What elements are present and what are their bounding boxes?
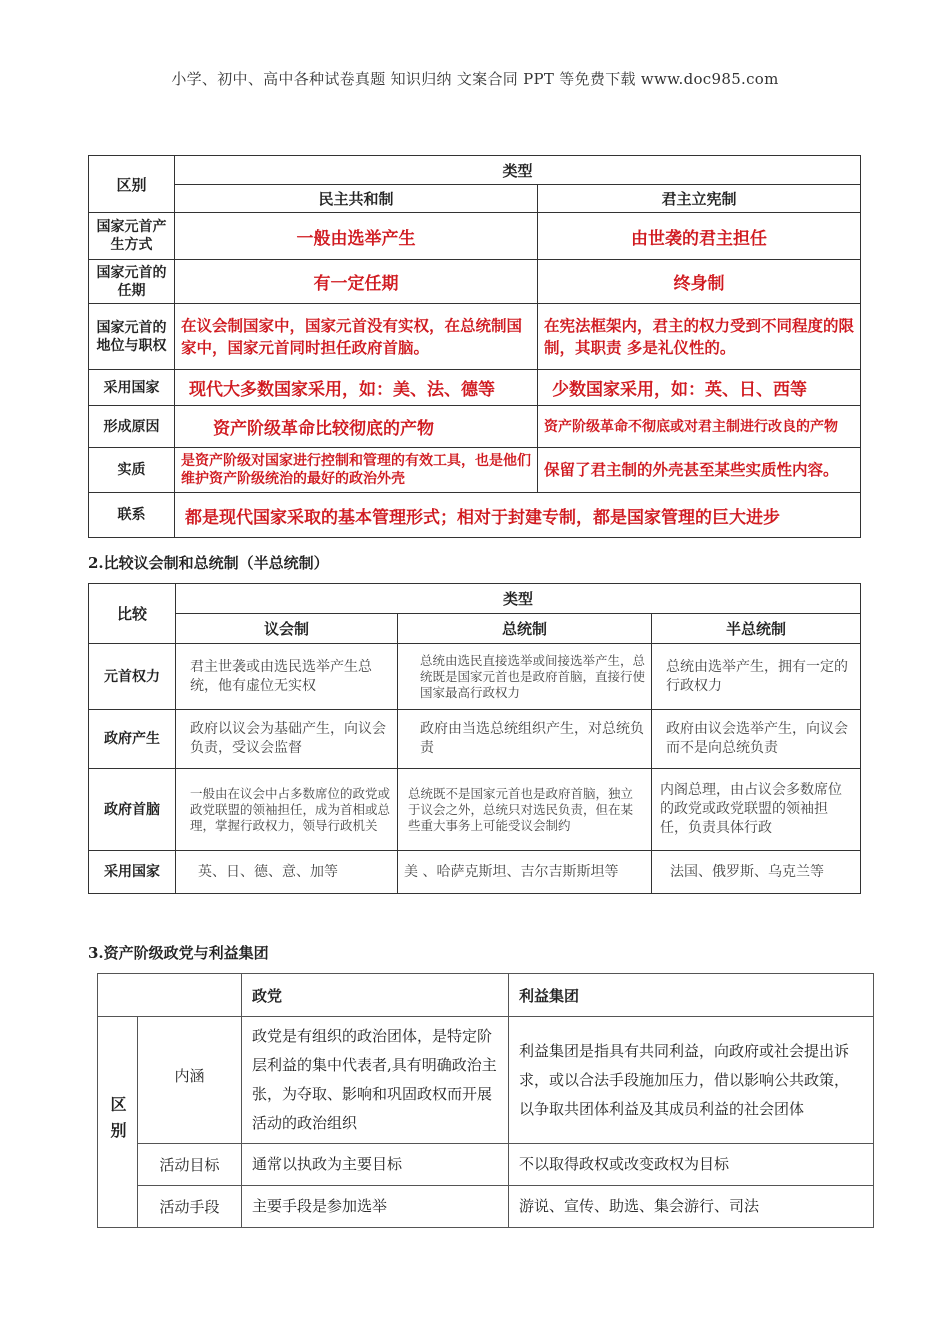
cell-monarchy: 保留了君主制的外壳甚至某些实质性内容。 xyxy=(538,448,861,493)
comparison-table-party-interest-group xyxy=(97,973,874,1228)
group-label: 区别 xyxy=(98,1017,138,1228)
row-label: 实质 xyxy=(89,448,175,493)
header-monarchy: 君主立宪制 xyxy=(538,185,861,213)
row-label: 活动手段 xyxy=(138,1186,242,1228)
cell-semi-presidential: 总统由选举产生，拥有一定的行政权力 xyxy=(652,644,861,710)
row-label: 国家元首产生方式 xyxy=(89,213,175,260)
cell-parliamentary: 一般由在议会中占多数席位的政党或政党联盟的领袖担任，成为首相或总理，掌握行政权力，领导行政机关 xyxy=(176,769,398,851)
cell-parliamentary: 政府以议会为基础产生，向议会负责，受议会监督 xyxy=(176,710,398,769)
cell-merged: 都是现代国家采取的基本管理形式；相对于封建专制，都是国家管理的巨大进步 xyxy=(175,493,861,538)
cell-monarchy: 在宪法框架内，君主的权力受到不同程度的限制，其职责 多是礼仪性的。 xyxy=(538,304,861,370)
cell-republic: 一般由选举产生 xyxy=(175,213,538,260)
cell-party: 主要手段是参加选举 xyxy=(242,1186,509,1228)
cell-parliamentary: 英、日、德、意、加等 xyxy=(176,851,398,894)
cell-republic: 是资产阶级对国家进行控制和管理的有效工具，也是他们维护资产阶级统治的最好的政治外壳 xyxy=(175,448,538,493)
cell-semi-presidential: 内阁总理，由占议会多数席位的政党或政党联盟的领袖担任，负责具体行政 xyxy=(652,769,861,851)
table-row xyxy=(89,406,861,448)
row-label: 元首权力 xyxy=(89,644,176,710)
row-label: 政府产生 xyxy=(89,710,176,769)
comparison-table-republic-monarchy xyxy=(88,155,861,538)
page-header: 小学、初中、高中各种试卷真题 知识归纳 文案合同 PPT 等免费下载 www.doc985.com xyxy=(171,70,779,88)
cell-party: 政党是有组织的政治团体，是特定阶层利益的集中代表者,具有明确政治主张，为夺取、影响和巩固政权而开展活动的政治组织 xyxy=(242,1017,509,1144)
cell-monarchy: 终身制 xyxy=(538,260,861,304)
table-row xyxy=(89,644,861,710)
header-interest-group: 利益集团 xyxy=(509,974,874,1017)
row-label: 国家元首的任期 xyxy=(89,260,175,304)
cell-semi-presidential: 法国、俄罗斯、乌克兰等 xyxy=(652,851,861,894)
comparison-table-parliament-president xyxy=(88,583,861,894)
cell-presidential: 美 、哈萨克斯坦、吉尔吉斯斯坦等 xyxy=(398,851,652,894)
row-label: 联系 xyxy=(89,493,175,538)
cell-presidential: 政府由当选总统组织产生，对总统负责 xyxy=(398,710,652,769)
cell-monarchy: 少数国家采用，如：英、日、西等 xyxy=(538,370,861,406)
cell-republic: 资产阶级革命比较彻底的产物 xyxy=(175,406,538,448)
row-label: 活动目标 xyxy=(138,1144,242,1186)
section-title-2: 2.比较议会制和总统制（半总统制） xyxy=(88,554,329,572)
header-compare: 比较 xyxy=(89,584,176,644)
cell-interest-group: 不以取得政权或改变政权为目标 xyxy=(509,1144,874,1186)
cell-republic: 有一定任期 xyxy=(175,260,538,304)
table-row xyxy=(98,1017,874,1144)
cell-republic: 在议会制国家中，国家元首没有实权，在总统制国家中，国家元首同时担任政府首脑。 xyxy=(175,304,538,370)
cell-party: 通常以执政为主要目标 xyxy=(242,1144,509,1186)
row-label: 采用国家 xyxy=(89,851,176,894)
table-row xyxy=(89,304,861,370)
table-row xyxy=(89,769,861,851)
row-label: 政府首脑 xyxy=(89,769,176,851)
row-label: 形成原因 xyxy=(89,406,175,448)
header-type: 类型 xyxy=(175,156,861,185)
row-label: 采用国家 xyxy=(89,370,175,406)
table-row xyxy=(98,1186,874,1228)
table-row xyxy=(89,851,861,894)
cell-monarchy: 资产阶级革命不彻底或对君主制进行改良的产物 xyxy=(538,406,861,448)
table-row xyxy=(89,710,861,769)
row-label: 国家元首的地位与职权 xyxy=(89,304,175,370)
table-row xyxy=(98,1144,874,1186)
table-row xyxy=(89,493,861,538)
cell-republic: 现代大多数国家采用，如：美、法、德等 xyxy=(175,370,538,406)
row-label: 内涵 xyxy=(138,1017,242,1144)
header-republic: 民主共和制 xyxy=(175,185,538,213)
table-row xyxy=(89,213,861,260)
cell-semi-presidential: 政府由议会选举产生，向议会而不是向总统负责 xyxy=(652,710,861,769)
table-row xyxy=(89,370,861,406)
header-parliamentary: 议会制 xyxy=(176,614,398,644)
header-presidential: 总统制 xyxy=(398,614,652,644)
header-type: 类型 xyxy=(176,584,861,614)
cell-presidential: 总统既不是国家元首也是政府首脑，独立于议会之外，总统只对选民负责，但在某些重大事务上可能受议会制约 xyxy=(398,769,652,851)
cell-interest-group: 游说、宣传、助选、集会游行、司法 xyxy=(509,1186,874,1228)
table-row xyxy=(89,448,861,493)
cell-interest-group: 利益集团是指具有共同利益，向政府或社会提出诉求，或以合法手段施加压力，借以影响公共政策，以争取共团体利益及其成员利益的社会团体 xyxy=(509,1017,874,1144)
section-title-3: 3.资产阶级政党与利益集团 xyxy=(88,944,269,962)
cell-presidential: 总统由选民直接选举或间接选举产生，总统既是国家元首也是政府首脑，直接行使国家最高行政权力 xyxy=(398,644,652,710)
cell-monarchy: 由世袭的君主担任 xyxy=(538,213,861,260)
header-semi-presidential: 半总统制 xyxy=(652,614,861,644)
cell-parliamentary: 君主世袭或由选民选举产生总统，他有虚位无实权 xyxy=(176,644,398,710)
table-row xyxy=(89,260,861,304)
header-party: 政党 xyxy=(242,974,509,1017)
header-diff: 区别 xyxy=(89,156,175,213)
